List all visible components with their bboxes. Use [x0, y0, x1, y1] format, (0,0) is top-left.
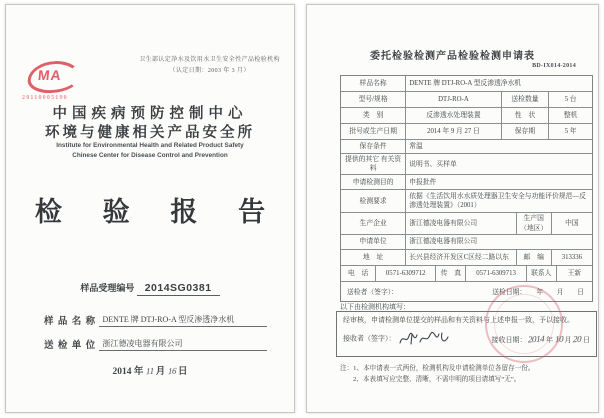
table-row	[341, 76, 592, 92]
table-cell: 长兴县经济开发区C区经二路以东	[406, 250, 516, 266]
receipt-statement: 经审核，申请检测单位提交的样品和有关资料与上述申报一致，予以接收。	[343, 316, 574, 324]
table-cell: 邮 编	[517, 250, 552, 266]
form-code: BD-IX014-2014	[532, 63, 576, 69]
table-cell: 5 年	[549, 124, 592, 140]
org-name-cn-line2: 环境与健康相关产品安全所	[45, 125, 255, 141]
receipt-day-handwritten: 20	[572, 333, 583, 345]
receiver-label: 接收者（签字）：	[343, 334, 396, 343]
table-cell: 电 话	[341, 266, 376, 282]
table-cell: 5 台	[549, 92, 592, 108]
table-cell: 常温	[406, 140, 592, 154]
table-row	[341, 250, 592, 266]
table-cell: 整机	[549, 108, 592, 124]
table-cell: 样品名称	[341, 76, 406, 92]
sample-name-value: DENTE 牌 DTJ-RO-A 型反渗透净水机	[99, 314, 267, 327]
table-cell: 传 真	[436, 266, 466, 282]
table-row	[341, 266, 592, 282]
table-cell: 申报批件	[406, 175, 592, 190]
table-row	[341, 124, 592, 140]
table-cell: 反渗透水处理装置	[406, 108, 501, 124]
cma-stamp-icon	[28, 61, 80, 93]
table-cell: 生产国 （地区）	[517, 213, 552, 234]
receiver-signature	[398, 331, 450, 347]
table-cell: 313336	[552, 250, 592, 266]
table-cell: 申请检测目的	[341, 175, 406, 190]
accreditation-line2: （认定日期：2003 年 3 月）	[169, 67, 250, 74]
table-cell: 地 址	[341, 250, 406, 266]
org-name-en-line2: Chinese Center for Disease Control and Prevention	[72, 151, 228, 159]
table-cell: 保存条件	[341, 140, 406, 154]
accreditation-line1: 卫生部认定净水及饮用水卫生安全性产品检验机构	[139, 57, 280, 63]
date-day-char: 日	[178, 367, 188, 377]
receipt-year-handwritten: 2014	[527, 333, 546, 345]
cma-cert-number: 20110005190	[22, 95, 68, 101]
send-date-label: 送检日期： 年 月 日	[492, 289, 584, 297]
table-row	[341, 108, 592, 124]
table-cell: DENTE 牌 DTJ-RO-A 型反渗透净水机	[406, 76, 592, 92]
table-cell: DTJ-RO-A	[406, 92, 501, 108]
submitter-row	[44, 337, 267, 351]
table-cell: 浙江德凌电器有限公司	[406, 235, 592, 250]
org-name-en	[6, 141, 294, 161]
table-cell: 类 别	[341, 108, 406, 124]
sample-name-label: 样 品 名 称	[44, 317, 97, 327]
application-form-page	[306, 4, 599, 413]
report-cover-page	[5, 4, 295, 413]
table-row	[341, 235, 592, 250]
cma-letters: MA	[37, 67, 63, 83]
report-date	[6, 363, 294, 377]
table-cell: 中国	[552, 213, 592, 234]
sample-no-label: 样品受理编号	[80, 283, 135, 293]
report-title: 检 验 报 告	[34, 197, 283, 227]
table-cell: 保存期	[502, 124, 550, 140]
receipt-date-label: 接收日期：	[491, 336, 527, 344]
note-line1: 注：1、本申请表一式两份，检测机构及申请检测单位各留存一份。	[340, 365, 535, 372]
table-cell: 依据《生活饮用水水质处理器卫生安全与功能评价规范—反渗透处理装置》（2001）	[406, 190, 592, 213]
table-body	[341, 76, 592, 282]
application-table	[340, 75, 593, 302]
form-title: 委托检验检测产品检验检测申请表	[370, 51, 535, 62]
date-day-handwritten: 16	[166, 365, 177, 377]
table-row	[341, 213, 592, 234]
table-cell: 申请单位	[341, 235, 406, 250]
receipt-month-char: 月	[564, 336, 572, 344]
receipt-month-handwritten: 10	[553, 333, 564, 345]
date-month-char: 月	[155, 367, 166, 377]
receiver-sign	[343, 331, 450, 347]
table-cell: 联系人	[527, 266, 557, 282]
table-cell: 型号/规格	[341, 92, 406, 108]
form-notes	[340, 363, 535, 385]
org-name-en-line1: Institute for Environmental Health and Related Product Safety	[56, 142, 244, 149]
table-row	[341, 92, 592, 108]
submitter-label: 送 检 单 位	[44, 341, 97, 351]
sample-name-row	[44, 313, 267, 327]
note-line2: 2、本表填写应完整、清晰，不需申明的项目请填写“无”。	[353, 376, 521, 384]
table-cell: 2014 年 9 月 27 日	[406, 124, 501, 140]
table-row	[341, 175, 592, 190]
sender-signature-row	[341, 282, 592, 301]
accreditation-note	[139, 55, 280, 77]
date-month-handwritten: 11	[144, 365, 155, 377]
sample-acceptance-number	[6, 281, 294, 294]
sender-sign-label: 送检者（签字）：	[347, 289, 398, 297]
table-cell: 批号或生产日期	[341, 124, 406, 140]
table-cell: 0571-6309712	[376, 266, 436, 282]
receipt-year-char: 年	[546, 336, 553, 344]
agency-fill-note: 以下由检测机构填写：	[340, 303, 410, 311]
sample-no-value: 2014SG0381	[137, 282, 220, 296]
table-cell: 0571-6309713	[466, 266, 526, 282]
table-cell: 检测要求	[341, 190, 406, 213]
org-name-cn-line1: 中国疾病预防控制中心	[52, 106, 248, 122]
submitter-value: 浙江德凌电器有限公司	[99, 338, 267, 351]
receipt-day-char: 日	[583, 336, 590, 344]
table-row	[341, 140, 592, 154]
table-cell: 浙江德凌电器有限公司	[406, 213, 516, 234]
table-row	[341, 190, 592, 213]
table-cell: 生产企业	[341, 213, 406, 234]
table-cell: 王新	[557, 266, 592, 282]
date-year: 2014 年	[112, 367, 144, 377]
table-cell: 提供的其它 有关资料	[341, 154, 406, 175]
table-cell: 说明书、买样单	[406, 154, 592, 175]
table-row	[341, 154, 592, 175]
table-cell: 送检数量	[502, 92, 550, 108]
red-round-stamp-icon	[485, 285, 563, 363]
table-cell: 性 状	[502, 108, 550, 124]
